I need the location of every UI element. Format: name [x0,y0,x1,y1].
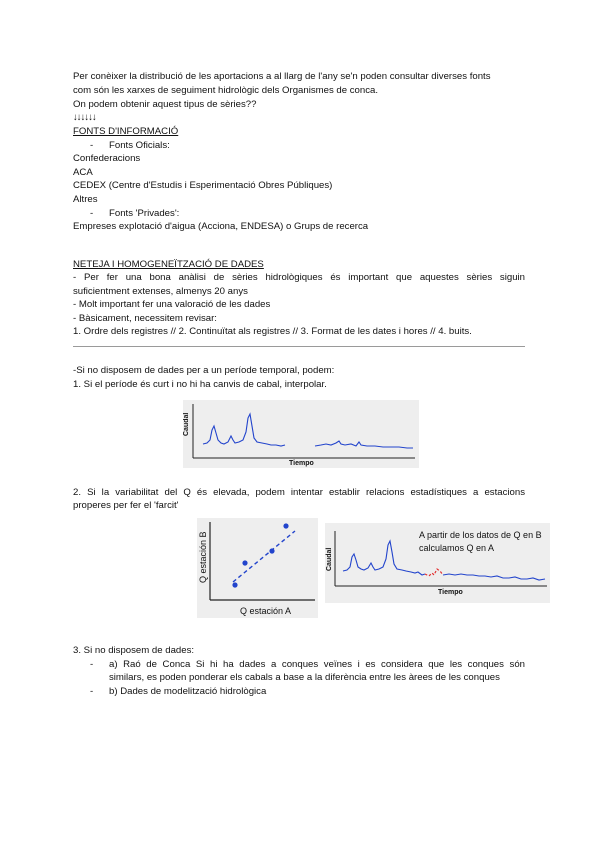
neteja-line-2: suficientment extenses, almenys 20 anys [73,286,248,297]
neteja-line-1: - Per fer una bona anàlisi de sèries hidrològiques és important que aquestes sèries siguin [73,272,525,283]
intro-line-2: com són les xarxes de seguiment hidrològic dels Organismes de conca. [73,85,379,96]
bullet-dash: - [90,140,94,151]
private-sources-label: Fonts 'Privades': [109,208,180,219]
fill-note-line-2: calculamos Q en A [419,543,495,553]
fonts-heading: FONTS D'INFORMACIÓ [73,126,179,137]
official-item: Altres [73,194,98,205]
divider [73,346,525,347]
x-axis-label: Q estación A [240,606,292,616]
bullet-dash: - [90,686,94,697]
flow-series-left [203,414,285,446]
gaps-item-2-line-2: properes per fer el 'farcit' [73,500,179,511]
intro-line-1: Per conèixer la distribució de les aportacions a al llarg de l'any se'n poden consultar diverses fonts [73,71,491,82]
official-item: Confederacions [73,153,141,164]
gaps-item-1: 1. Si el període és curt i no hi ha canvis de cabal, interpolar. [73,379,327,390]
x-axis-label: Tiempo [289,460,314,467]
flow-series-before-gap [343,541,425,575]
data-point [242,560,247,565]
bullet-dash: - [90,208,94,219]
official-sources-label: Fonts Oficials: [109,140,170,151]
figure-regression [197,518,318,618]
flow-series-right [315,441,413,448]
official-item: ACA [73,167,93,178]
flow-series-after-gap [443,574,545,580]
figure-fill [325,523,550,603]
neteja-heading: NETEJA I HOMOGENEÏTZACIÓ DE DADES [73,259,264,270]
nodata-a-line-2: similars, es poden ponderar els cabals a base a la diferència entre les àrees de les conques [109,672,500,683]
x-axis-label: Tiempo [438,589,463,596]
private-items: Empreses explotació d'aigua (Acciona, ENDESA) o Grups de recerca [73,221,369,232]
data-point [269,548,274,553]
neteja-line-5: 1. Ordre dels registres // 2. Continuïtat als registres // 3. Format de les dates i hores // 4. buits. [73,326,472,337]
fill-chart [325,523,550,603]
fill-note-line-1: A partir de los datos de Q en B [419,530,542,540]
bullet-dash: - [90,659,94,670]
y-axis-label: Caudal [183,412,190,436]
gaps-item-2-line-1: 2. Si la variabilitat del Q és elevada, podem intentar establir relacions estadístiques a estacions [73,487,525,498]
official-item: CEDEX (Centre d'Estudis i Esperimentació Obres Públiques) [73,180,333,191]
intro-question: On podem obtenir aquest tipus de sèries?? [73,99,257,110]
neteja-line-3: - Molt important fer una valoració de les dades [73,299,271,310]
nodata-a-line-1: a) Raó de Conca Si hi ha dades a conques veïnes i es considera que les conques són [109,659,525,670]
down-arrows-icon: ↓↓↓↓↓↓ [73,112,96,123]
y-axis-label: Q estación B [198,531,208,583]
neteja-line-4: - Bàsicament, necessitem revisar: [73,313,217,324]
regression-chart [197,518,318,618]
nodata-heading: 3. Si no disposem de dades: [73,645,195,656]
interpolation-chart [183,400,419,468]
gaps-intro: -Si no disposem de dades per a un període temporal, podem: [73,365,335,376]
y-axis-label: Caudal [326,547,333,571]
data-point [232,582,237,587]
filled-series [425,569,443,576]
nodata-b-line: b) Dades de modelització hidrològica [109,686,267,697]
data-point [283,523,288,528]
regression-line [233,531,295,582]
figure-interpolation [183,400,419,468]
